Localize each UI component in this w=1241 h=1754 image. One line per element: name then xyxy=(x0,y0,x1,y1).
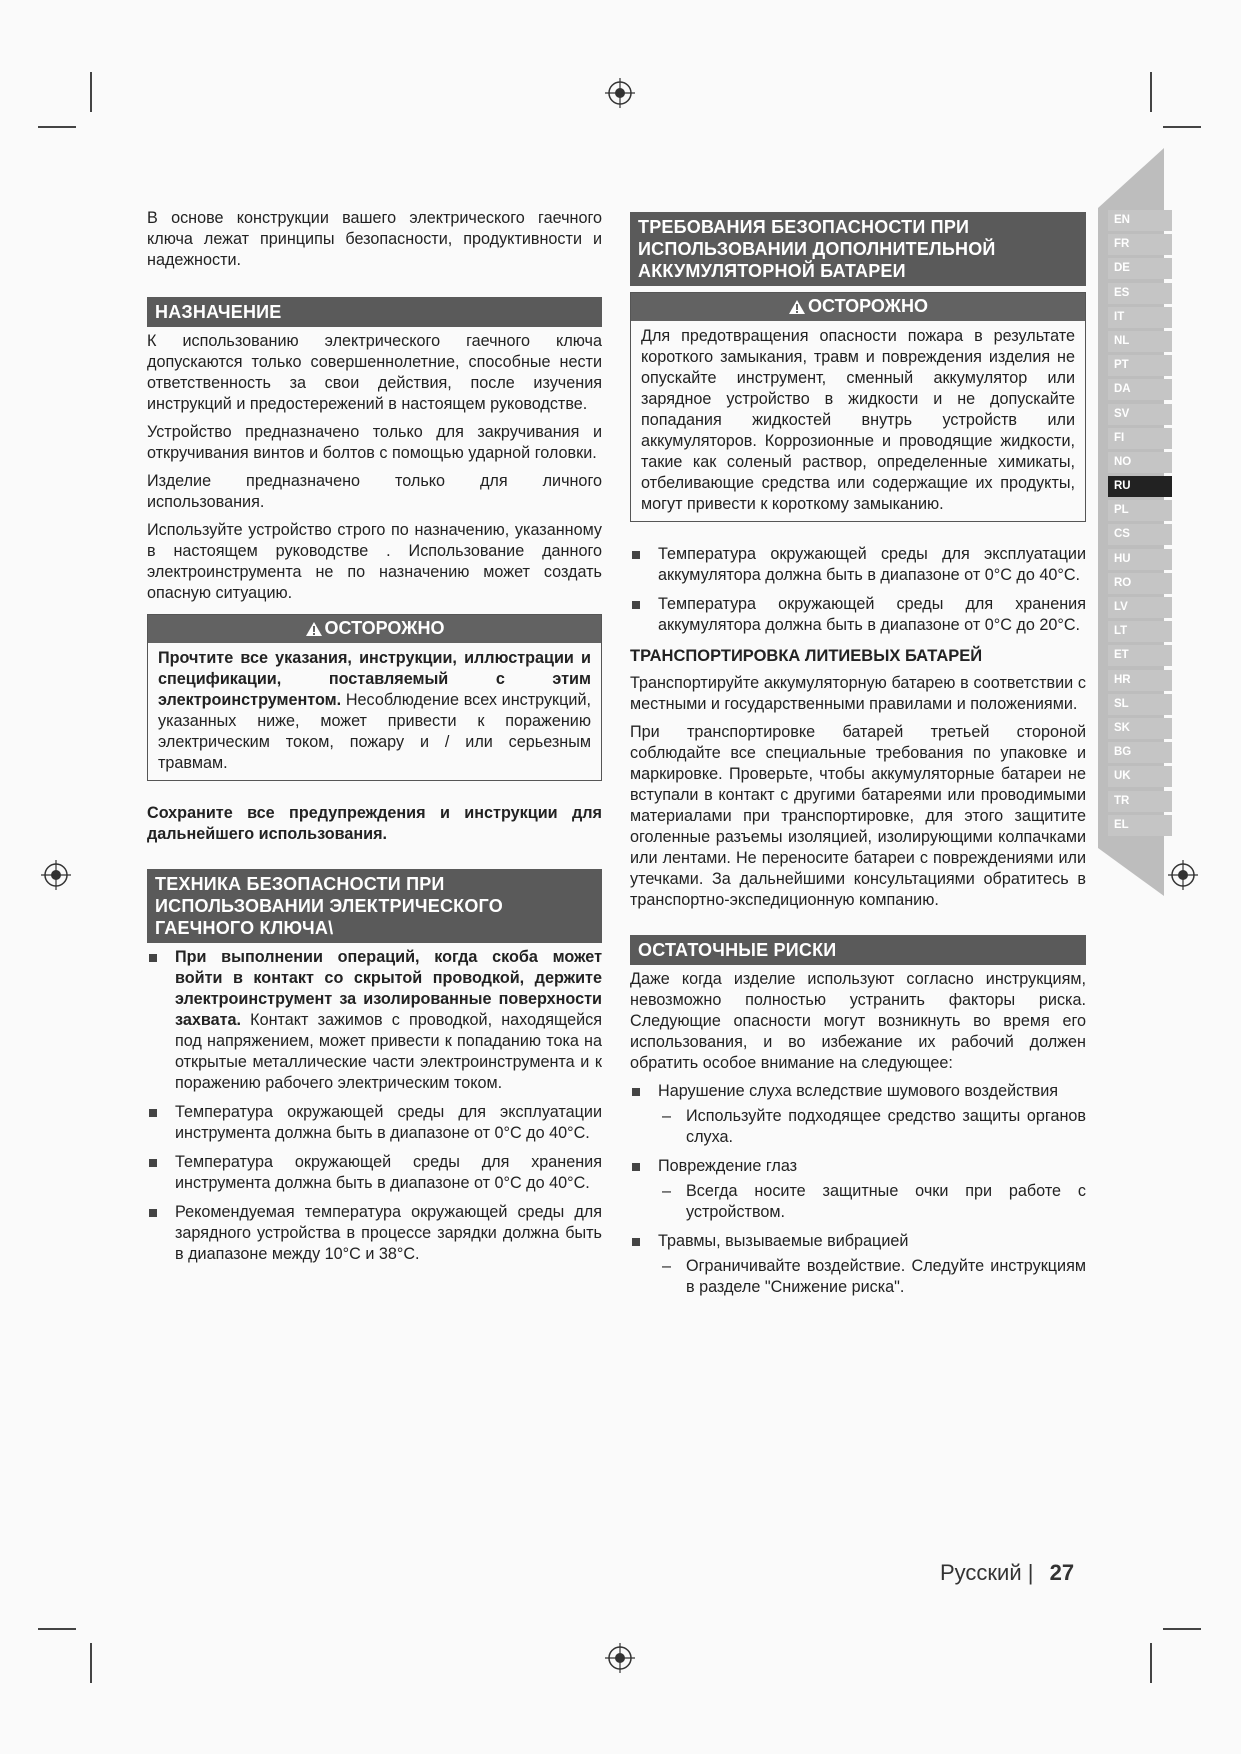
crop-mark xyxy=(1163,1628,1201,1630)
lang-tab-lt[interactable]: LT xyxy=(1108,621,1172,642)
list-item: Температура окружающей среды для хранения аккумулятора должна быть в диапазоне от 0°C до 20°C. xyxy=(630,594,1086,636)
lang-tab-lv[interactable]: LV xyxy=(1108,597,1172,618)
list-item: Температура окружающей среды для хранения инструмента должна быть в диапазоне от 0°C до 40°C. xyxy=(147,1152,602,1194)
lang-tab-sv[interactable]: SV xyxy=(1108,404,1172,425)
purpose-paragraph: Используйте устройство строго по назначению, указанному в настоящем руководстве . Использование данного электроинструмента не по назначению может создать опасную ситуацию. xyxy=(147,521,602,602)
lang-tab-hu[interactable]: HU xyxy=(1108,549,1172,570)
battery-list xyxy=(630,544,1086,636)
registration-mark-icon xyxy=(605,78,635,108)
warning-triangle-icon xyxy=(788,299,806,315)
sub-item: – Используйте подходящее средство защиты органов слуха. xyxy=(662,1107,1086,1146)
lang-tab-hr[interactable]: HR xyxy=(1108,670,1172,691)
transport-paragraph: При транспортировке батарей третьей стороной соблюдайте все специальные требования по упаковке и маркировке. Проверьте, чтобы аккумуляторные батареи не вступали в контакт с другими батареями или проводимыми материалами при транспортировке, для этого защитите оголенные разъемы изоляцией, изолирующими колпачками или лентами. Не переносите батареи с повреждениями или утечками. За дальнейшими консультациями обратитесь в транспортно-экспедиционную компанию. xyxy=(630,723,1086,909)
crop-mark xyxy=(1150,1643,1152,1683)
warning-header xyxy=(148,615,601,643)
safety-list xyxy=(147,947,602,1265)
page-footer xyxy=(940,1560,1074,1586)
residual-list xyxy=(630,1081,1086,1298)
warning-box xyxy=(147,614,602,781)
registration-mark-icon xyxy=(605,1643,635,1673)
crop-mark xyxy=(90,72,92,112)
lang-tab-tr[interactable]: TR xyxy=(1108,791,1172,812)
list-item: Травмы, вызываемые вибрацией – Ограничивайте воздействие. Следуйте инструкциям в разделе "Снижение риска". xyxy=(630,1231,1086,1298)
lang-tab-bg[interactable]: BG xyxy=(1108,742,1172,763)
transport-heading: ТРАНСПОРТИРОВКА ЛИТИЕВЫХ БАТАРЕЙ xyxy=(630,647,983,665)
lang-tab-no[interactable]: NO xyxy=(1108,452,1172,473)
lang-tab-de[interactable]: DE xyxy=(1108,258,1172,279)
registration-mark-icon xyxy=(1168,860,1198,890)
residual-heading: ОСТАТОЧНЫЕ РИСКИ xyxy=(630,935,1086,965)
lang-tab-es[interactable]: ES xyxy=(1108,283,1172,304)
lang-tab-pt[interactable]: PT xyxy=(1108,355,1172,376)
crop-mark xyxy=(38,126,76,128)
list-item: Температура окружающей среды для эксплуатации инструмента должна быть в диапазоне от 0°C до 40°C. xyxy=(147,1102,602,1144)
residual-intro: Даже когда изделие используют согласно инструкциям, невозможно полностью устранить факторы риска. Следующие опасности могут возникнуть во время его использования, и во избежание их рабочий должен обратить особое внимание на следующее: xyxy=(630,970,1086,1072)
warning-triangle-icon xyxy=(305,621,323,637)
crop-mark xyxy=(38,1628,76,1630)
sub-item: – Ограничивайте воздействие. Следуйте инструкциям в разделе "Снижение риска". xyxy=(662,1257,1086,1296)
lang-tab-sk[interactable]: SK xyxy=(1108,718,1172,739)
list-item: Нарушение слуха вследствие шумового воздействия – Используйте подходящее средство защиты органов слуха. xyxy=(630,1081,1086,1148)
warning-header xyxy=(631,293,1085,321)
lang-tab-fi[interactable]: FI xyxy=(1108,428,1172,449)
list-item: Температура окружающей среды для эксплуатации аккумулятора должна быть в диапазоне от 0°C до 40°C. xyxy=(630,544,1086,586)
lang-tab-el[interactable]: EL xyxy=(1108,815,1172,836)
lang-tab-cs[interactable]: CS xyxy=(1108,524,1172,545)
warning-text: Для предотвращения опасности пожара в результате короткого замыкания, травм и повреждения изделия не опускайте инструмент, сменный аккумулятор или зарядное устройство в жидкости и не допускайте попадания жидкостей внутрь устройств или аккумуляторов. Коррозионные и проводящие жидкости, такие как соленый раствор, определенные химикаты, отбеливающие средства или содержащие их продукты, могут привести к короткому замыканию. xyxy=(641,327,1075,513)
lang-tab-uk[interactable]: UK xyxy=(1108,766,1172,787)
lang-tab-ru[interactable]: RU xyxy=(1108,476,1172,497)
lang-tab-ro[interactable]: RO xyxy=(1108,573,1172,594)
lang-tab-sl[interactable]: SL xyxy=(1108,694,1172,715)
lang-tab-en[interactable]: EN xyxy=(1108,210,1172,231)
purpose-paragraph: Устройство предназначено только для закручивания и откручивания винтов и болтов с помощью ударной головки. xyxy=(147,423,602,462)
page-number: 27 xyxy=(1049,1560,1075,1585)
crop-mark xyxy=(1163,126,1201,128)
lang-tab-pl[interactable]: PL xyxy=(1108,500,1172,521)
sub-item: – Всегда носите защитные очки при работе с устройством. xyxy=(662,1182,1086,1221)
footer-language: Русский | xyxy=(940,1560,1034,1585)
lang-tab-et[interactable]: ET xyxy=(1108,645,1172,666)
language-tabs xyxy=(1108,210,1172,839)
battery-heading: ТРЕБОВАНИЯ БЕЗОПАСНОСТИ ПРИ ИСПОЛЬЗОВАНИИ ДОПОЛНИТЕЛЬНОЙ АККУМУЛЯТОРНОЙ БАТАРЕИ xyxy=(630,212,1086,286)
lang-tab-da[interactable]: DA xyxy=(1108,379,1172,400)
save-note: Сохраните все предупреждения и инструкции для дальнейшего использования. xyxy=(147,804,602,843)
list-item: Рекомендуемая температура окружающей среды для зарядного устройства в процессе зарядки должна быть в диапазоне между 10°C и 38°C. xyxy=(147,1202,602,1265)
crop-mark xyxy=(1150,72,1152,112)
safety-heading: ТЕХНИКА БЕЗОПАСНОСТИ ПРИ ИСПОЛЬЗОВАНИИ ЭЛЕКТРИЧЕСКОГО ГАЕЧНОГО КЛЮЧА\ xyxy=(147,869,602,943)
warning-text: Несоблюдение всех инструкций, указанных ниже, может привести к поражению электрическим током, пожару и / или серьезным травмам. xyxy=(158,691,591,772)
warning-bold-text: Прочтите все указания, инструкции, иллюстрации и спецификации, поставляемый с этим электроинструментом. xyxy=(158,649,591,709)
warning-title: ОСТОРОЖНО xyxy=(808,296,928,316)
battery-warning-box xyxy=(630,292,1086,522)
transport-paragraph: Транспортируйте аккумуляторную батарею в соответствии с местными и государственными правилами и положениями. xyxy=(630,674,1086,713)
lang-tab-fr[interactable]: FR xyxy=(1108,234,1172,255)
lang-tab-it[interactable]: IT xyxy=(1108,307,1172,328)
warning-title: ОСТОРОЖНО xyxy=(324,618,445,638)
purpose-paragraph: Изделие предназначено только для личного использования. xyxy=(147,472,602,511)
purpose-heading: НАЗНАЧЕНИЕ xyxy=(147,297,602,327)
warning-body xyxy=(631,321,1085,521)
intro-paragraph: В основе конструкции вашего электрического гаечного ключа лежат принципы безопасности, продуктивности и надежности. xyxy=(147,209,602,269)
list-item: При выполнении операций, когда скоба может войти в контакт со скрытой проводкой, держите электроинструмент за изолированные поверхности захвата. Контакт зажимов с проводкой, находящейся под напряжением, может привести к попаданию тока на открытые металлические части электроинструмента и к поражению рабочего электрическим током. xyxy=(147,947,602,1094)
list-item: Повреждение глаз – Всегда носите защитные очки при работе с устройством. xyxy=(630,1156,1086,1223)
lang-tab-nl[interactable]: NL xyxy=(1108,331,1172,352)
right-column xyxy=(630,212,1086,1306)
left-column xyxy=(147,208,602,1273)
warning-body xyxy=(148,643,601,780)
purpose-paragraph: К использованию электрического гаечного ключа допускаются только совершеннолетние, способные нести ответственность за свои действия, после изучения инструкций и предостережений в настоящем руководстве. xyxy=(147,332,602,413)
registration-mark-icon xyxy=(41,860,71,890)
crop-mark xyxy=(90,1643,92,1683)
